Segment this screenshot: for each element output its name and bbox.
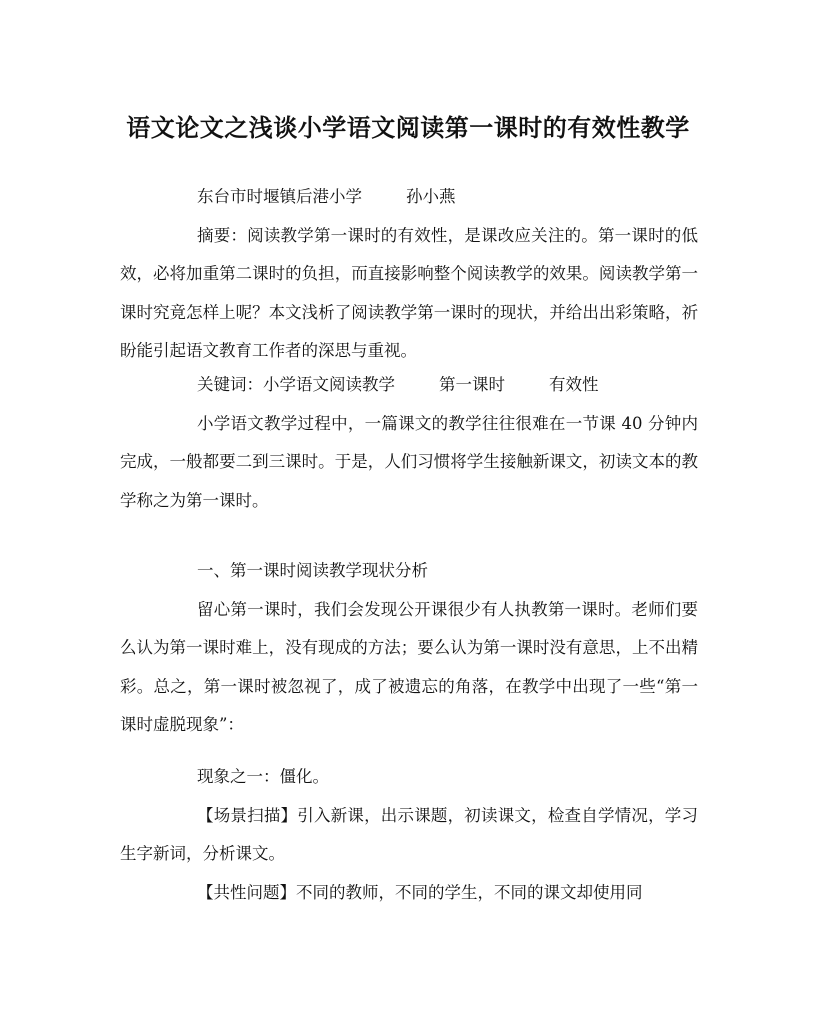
common-problem-paragraph: 【共性问题】不同的教师，不同的学生，不同的课文却使用同 xyxy=(197,882,643,902)
author-school: 东台市时堰镇后港小学 xyxy=(197,187,362,206)
phenomenon-heading: 现象之一：僵化。 xyxy=(197,767,329,786)
keywords-intro-block xyxy=(120,375,698,540)
intro-paragraph: 小学语文教学过程中，一篇课文的教学往往很难在一节课 40 分钟内完成，一般都要二到三课时。于是，人们习惯将学生接触新课文，初读文本的教学称之为第一课时。 xyxy=(120,413,698,510)
author-name: 孙小燕 xyxy=(406,187,456,206)
abstract-paragraph: 摘要：阅读教学第一课时的有效性，是课改应关注的。第一课时的低效，必将加重第二课时的负担，而直接影响整个阅读教学的效果。阅读教学第一课时究竟怎样上呢？本文浅析了阅读教学第一课时的现状，并给出出彩策略，祈盼能引起语文教育工作者的深思与重视。 xyxy=(120,225,698,360)
keyword-first-lesson: 第一课时 xyxy=(439,375,505,394)
section1-block xyxy=(120,552,698,745)
phenomenon-block xyxy=(120,758,698,912)
keywords-line xyxy=(120,366,698,405)
front-matter xyxy=(120,178,698,371)
section1-heading: 一、第一课时阅读教学现状分析 xyxy=(197,561,428,580)
author-line xyxy=(120,178,698,217)
section1-paragraph: 留心第一课时，我们会发现公开课很少有人执教第一课时。老师们要么认为第一课时难上，没有现成的方法；要么认为第一课时没有意思，上不出精彩。总之，第一课时被忽视了，成了被遗忘的角落，在教学中出现了一些“第一课时虚脱现象”： xyxy=(120,599,698,734)
document-title: 语文论文之浅谈小学语文阅读第一课时的有效性教学 xyxy=(126,113,690,142)
keywords-label: 关键词：小学语文阅读教学 xyxy=(197,375,395,394)
scene-paragraph: 【场景扫描】引入新课，出示课题，初读课文，检查自学情况，学习生字新词，分析课文。 xyxy=(120,805,698,863)
keyword-effectiveness: 有效性 xyxy=(549,375,599,394)
